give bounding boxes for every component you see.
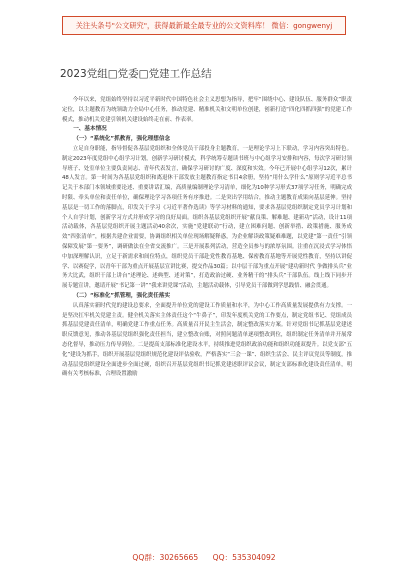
subsection-heading: （一）“系统化”抓教育，强化理想信念 xyxy=(73,136,171,143)
document-body xyxy=(62,96,352,542)
body-paragraph: 认真落实新时代党的建设总要求，全面提升单位党的建设工作质量和水平，为中心工作高质量发展提供有力支撑。一是坚决扛牢机关党建主责。健全机关落实主体责任这个“牛鼻子”，印发年度机关党的工作要点，制定党组书记、党组成员抓基层党建责任清单，明确党建工作重点任务。高质量召开民主生活会，制定整改落实方案。针对党组书记抓基层党建述职反馈意见，推动各基层党组织强化责任担当，建立整改台账，对照问题清单逐项整改到位，组织制定任务清单并开展常态化督导，推动压力传导到位。二是提高支部标准化建设水平，持续推进党组织政治功能和组织功能双提升。以党支部“五化”建设为抓手，组织开展基层党组织规范化建设评估验收，严格落实“三会一课”、组织生活会、民主评议党员等制度，推动基层党组织建设全面进步全面过硬，组织召开基层党组织书记抓党建述职评议会议，制定支部标准化建设责任清单，明确有关考核标准，合理设置激励 xyxy=(62,302,352,378)
footer-qq: QQ：535304092 xyxy=(212,553,276,562)
footer-contact xyxy=(0,552,408,563)
subsection-heading: （二）“标准化”抓管理，强化责任落实 xyxy=(73,292,171,299)
document-title: 2023党组□党委□党建工作总结 xyxy=(60,68,212,80)
body-paragraph: 立足自身职能，指导督促各基层党组织和全体党员干部投身主题教育，一是理论学习上下联动，学习内容突出特色。制定2023年度党组中心组学习计划，创新学习研讨模式，科学统筹专题读书班与中心组学习安排和内容，每次学习研讨领导班子、处室单位主要负责同志、青年代表发言，确保学习研讨的广度、深度和实效。今年已开展中心组学习12次，累计48人发言。第一时间为各基层党组织和离退休干部发放主题教育指定书目4余册，坚持“用什么学什么”原则学习近平总书记关于本部门本领域重要论述、重要讲话汇编，高质量编制理论学习清单，细化为10种学习形式37项学习任务，明确完成时限、牵头单位和责任单位，确保理论学习各项任务有序推进。二是突出学用结合，推动主题教育成果向基层延伸。坚持基层是一切工作的落脚点，印发关于学习《习近平著作选读》等学习材料的通知，要求各基层党组织制定党员学习计划和个人自学计划，创新学习方式并形成学习的良好局面。组织各基层党组织开展“献良策、解难题、建新功”活动，设计11项活动载体，各基层党组织开展主题活动40余次，实施“党建联动”行动，建立困难问题、创新举措、政策措施、服务成效“四张清单”，根据共建企业需要，协调组织相关单位现场解疑释惑，为企业解读政策疑难难题，以党建“第一责任”引领保障发展“第一要务”，调研做法在全省交流推广。三是开展系列活动，营造全员参与的浓厚氛围。注重在沉浸式学习体悟中加深理解认识，立足于新需求和间位特点，组织党员干部赴党性教育基地、保密教育基地等开展党性教育，坚持以讲促学、以赛促学，以青年干部为重点开展基层宣讲比赛，提交作品30篇；以中层干部为重点开展“建功新时代 争做排头兵”业务大比武，组织干部上讲台“述理论、述典型、述对策”，打造政治过硬、业务精干的“排头兵”干部队伍。线上线下同步开展专题宣讲，邀请开展“书记第一讲”“我来讲党课”活动，主题活动载体，引导党员干部做到学思践悟、融会贯通。 xyxy=(62,145,352,290)
intro-paragraph: 今年以来，党组始终坚持以习近平新时代中国特色社会主义思想为指导，把牢“围绕中心、建设队伍、服务群众”职责定位，以主题教育为统领助力全局中心任务，推动党建、精准机关和文明单位创建，创新打造“四化四抓四强”的党建工作模式，推动机关党建引领机关建设始终走在前、作表率。 xyxy=(62,97,352,123)
section-heading: 一、基本情况 xyxy=(73,126,107,133)
top-banner: 关注头条号"公文研究"，获得最新最全最专业的公文资料库！ 微信：gongwenyj xyxy=(62,16,346,35)
footer-qq-group: QQ群：30265665 xyxy=(132,553,199,562)
